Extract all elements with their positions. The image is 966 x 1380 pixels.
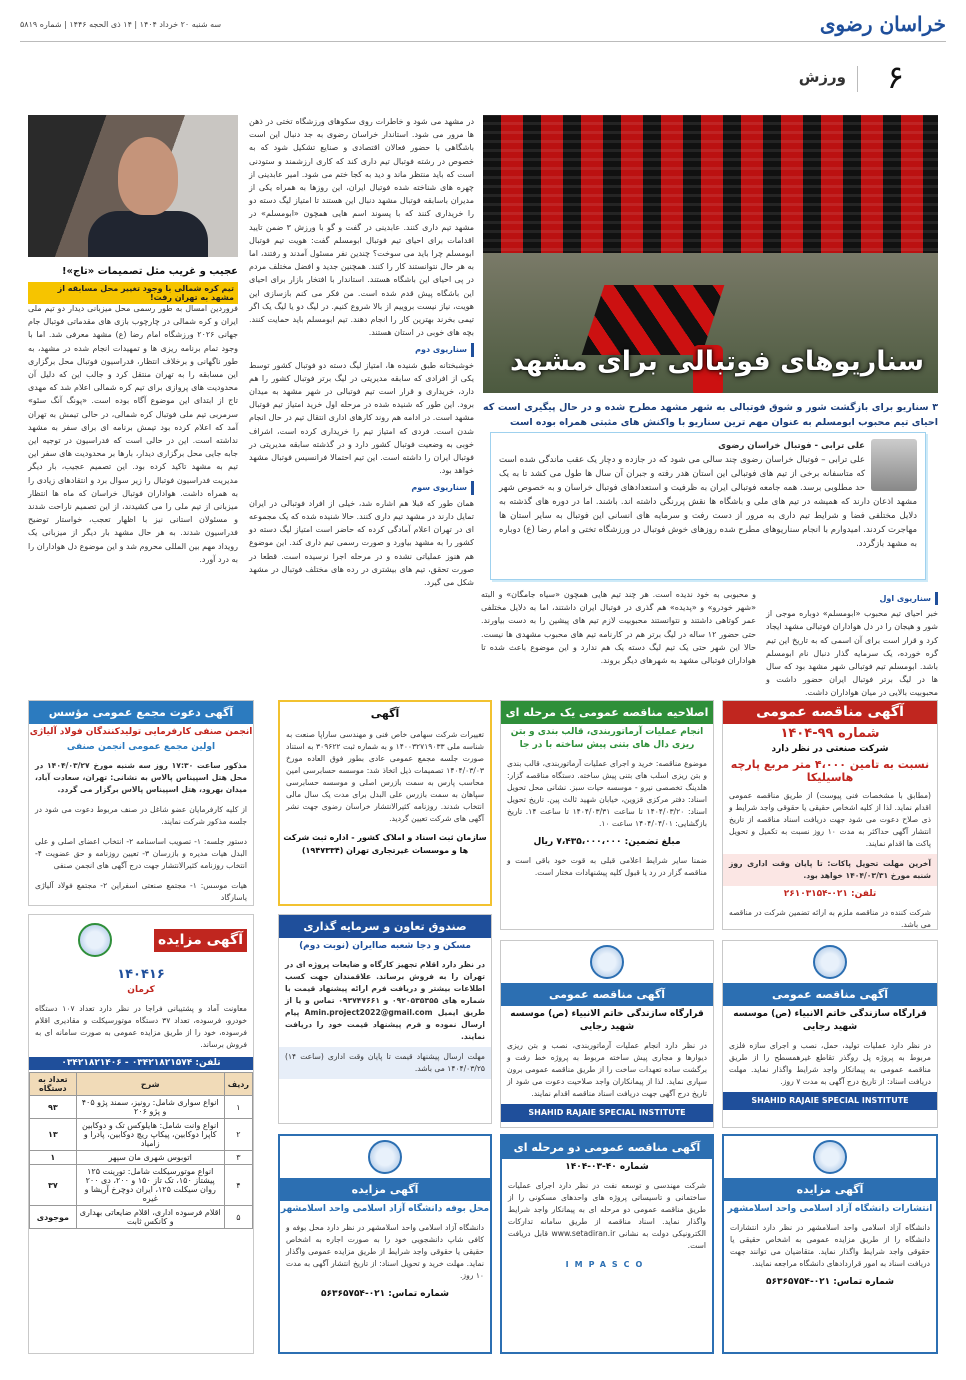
ad-auction-city: کرمان — [127, 985, 155, 995]
ad-assembly-subtitle: اولین مجمع عمومی انجمن صنفی — [66, 742, 216, 752]
auction-table-header — [30, 1073, 253, 1096]
table-cell: انواع سواری شامل: رونیز، سمند پژو ۴۰۵ و پژو ۲۰۶ — [76, 1096, 224, 1119]
ad-tender-1-number: شماره ۹۹-۱۴۰۴ — [780, 726, 880, 741]
auction-col-count: تعداد به دستگاه — [30, 1073, 77, 1096]
ad-auction-body: معاونت آماد و پشتیبانی فراجا در نظر دارد تعداد ۱۰۷ دستگاه خودرو، فرسوده، تعداد ۳۷ دستگاه موتورسیکلت و مقادیری اقلام فرسوده، خود را از طریق مزایده عمومی به صورت سامانه ای به فروش برساند. — [35, 1004, 247, 1049]
university-emblem-icon — [368, 1140, 402, 1174]
table-cell: ۳ — [224, 1151, 252, 1165]
ad-assembly-invite: از کلیه کارفرمایان عضو شاغل در صنف مربوط دعوت می شود در جلسه مذکور شرکت نمایند. — [35, 805, 247, 826]
table-cell: ۱ — [30, 1151, 77, 1165]
portrait-face — [118, 137, 178, 215]
ad-impasco-title: آگهی مناقصه عمومی دو مرحله ای — [502, 1136, 712, 1159]
ad-tender-3-body: در نظر دارد عملیات تولید، حمل، نصب و اجرای سازه فلزی مربوط به پروژه پل روگذر تقاطع غیرهمسطح را از طریق مناقصه عمومی به پیمانکار واجد شرایط واگذار نماید. مهلت دریافت اسناد: از تاریخ درج آگهی به مدت ۷ روز. — [729, 1041, 931, 1086]
ad-fund — [278, 914, 492, 1124]
table-cell: ۳۷ — [30, 1165, 77, 1206]
lead-paragraph: ۳ سناریو برای بازگشت شور و شوق فوتبالی به شهر مشهد مطرح شده و در حال پیگیری است که احیای تیم محبوب ابومسلم به عنوان مهم ترین سناریو با واکنش های مثبتی همراه بوده است — [483, 402, 938, 428]
ad-uni-1-subtitle: محل بوفه دانشگاه آزاد اسلامی واحد اسلامشهر — [280, 1204, 490, 1214]
stadium-stand — [483, 115, 938, 260]
page-number: ۶ — [886, 58, 904, 96]
ad-correction-subtitle: انجام عملیات آرماتوربندی، قالب بندی و بتن ریزی دال های بتنی پیش ساخته با در جا — [510, 727, 704, 750]
ad-assembly-agenda: دستور جلسه: ۱- تصویب اساسنامه ۲- انتخاب اعضای اصلی و علی البدل هیات مدیره و بازرسان ۳- تعیین روزنامه و حق عضویت ۴- انتخاب روزنامه کثیرالانتشار جهت درج آگهی های انجمن صنفی — [35, 837, 247, 870]
subhead-scenario-2: سناریوی دوم — [415, 343, 474, 356]
ad-tender-2-footer: SHAHID RAJAIE SPECIAL INSTITUTE — [501, 1104, 713, 1122]
ad-assembly-title: آگهی دعوت مجمع عمومی مؤسس — [29, 701, 253, 724]
side-photo — [28, 115, 238, 257]
table-cell: اتوبوس شهری مان سپهر — [76, 1151, 224, 1165]
ad-notice — [278, 700, 492, 906]
ad-auction-header — [29, 915, 253, 965]
ad-tender-1-phone: تلفن: ۰۲۱-۲۶۱۰۳۱۵۴ — [783, 889, 877, 899]
article-text-1b: خوشبختانه طبق شنیده ها، امتیاز لیگ دسته دو فوتبال کشور توسط یکی از افرادی که سابقه مدیریتی در لیگ برتر فوتبال کشور را هم دارد، خریداری و قرار است تیم فوتبالی در شهر مشهد به میدان برود. این طور که شنیده شده در مرحله اول خرید امتیاز تیم فوتبال مشهد است. در ادامه هم روند کارهای اداری انتقال تیم در حال انجام شدن است. فردی که امتیاز تیم را خریداری کرده است، اشراف خوبی به وضعیت فوتبال کشور دارد و در گذشته سابقه مدیریتی در فوتبال ایران را داشته است. این تیم احتمالا فرانسیس فوتبال مشهد خواهد بود. — [249, 360, 474, 476]
section-header — [746, 58, 946, 96]
ad-impasco — [500, 1134, 714, 1354]
ad-impasco-subtitle: شماره ۴۰-۰۳-۱۴۰۴ — [565, 1162, 649, 1172]
auction-table — [29, 1072, 253, 1229]
ad-auction-phone: تلفن: ۰۳۴۲۱۸۲۱۵۷۴ - ۰۳۴۲۱۸۲۱۴۰۶ — [29, 1057, 253, 1070]
masthead — [20, 12, 946, 42]
ad-notice-footer: سازمان ثبت اسناد و املاک کشور - اداره ثبت شرکت ها و موسسات غیرتجاری تهران (۱۹۴۷۳۳۴) — [283, 833, 487, 855]
ad-uni-1-title: آگهی مزایده — [280, 1178, 490, 1201]
ad-correction-note: ضمنا سایر شرایط اعلامی قبلی به قوت خود باقی است و مناقصه گزار در رد یا قبول کلیه پیشنهادات مختار است. — [507, 856, 707, 877]
ad-tender-1 — [722, 700, 938, 930]
police-emblem-icon — [78, 923, 112, 957]
section-divider — [857, 66, 858, 92]
ad-uni-1-body: دانشگاه آزاد اسلامی واحد اسلامشهر در نظر دارد محل بوفه و کافی شاپ دانشجویی خود را به صورت اجاره به اشخاص حقیقی یا حقوقی واجد شرایط از طریق مزایده عمومی واگذار نماید. مهلت خرید و تحویل اسناد: از تاریخ انتشار آگهی به مدت ۱۰ روز. — [286, 1223, 484, 1280]
auction-col-desc: شرح — [76, 1073, 224, 1096]
ad-uni-2-subtitle: انتشارات دانشگاه آزاد اسلامی واحد اسلامشهر — [727, 1204, 933, 1214]
article-col-1 — [249, 115, 474, 690]
ad-impasco-footer: IMPASCO — [502, 1256, 712, 1274]
ad-tender-1-company: شرکت صنعتی در نظر دارد — [771, 744, 889, 754]
ad-auction-number: ۱۴۰۴۱۶ — [117, 967, 165, 982]
article-text-2: و محبوبی به خود ندیده است. هر چند تیم هایی همچون «سیاه جامگان» و البته «شهر خودرو» و «پدیده» هم گذری در فوتبال ایران داشتند، اما به دلایل مختلفی عمر کوتاهی داشتند و نتوانستند محبوبیت لازم تیم های پیشین را به دست بیاورند. حتی حضور ۱۲ ساله در لیگ برتر هم در کارنامه تیم های محبوب مشهدی ها نیست. حالا این شهر حتی یک تیم لیگ دسته یک هم ندارد و این موضوع باعث شده تا هواداران فوتبالی مشهد به شهرهای دیگر بروند. — [481, 590, 756, 666]
article-text-1c: همان طور که قبلا هم اشاره شد، خیلی از افراد فوتبالی در ایران تمایل دارند در مشهد تیم داری کنند. حالا شنیده شده که یک مجموعه ای در تهران اعلام آمادگی کرده که حاضر است امتیاز لیگ دسته دو کشور را به مشهد بیاورد و صورت رسمی تیم داری کند. این موضوع هم هنوز عملیاتی نشده و در مرحله اجرا نرسیده است. قطعا در صورت تحقق، تیم های بیشتری در رده های مختلف فوتبال در مشهد شکل می گیرد. — [249, 498, 474, 587]
hero-photo — [483, 115, 938, 393]
ad-tender-2-title: آگهی مناقصه عمومی — [501, 983, 713, 1006]
ad-correction — [500, 700, 714, 930]
table-cell: موجودی — [30, 1206, 77, 1229]
ad-tender-1-title: آگهی مناقصه عمومی — [723, 701, 937, 724]
side-text: فروردین امسال به طور رسمی محل میزبانی دیدار دو تیم ملی ایران و کره شمالی در چارچوب بازی های مقدماتی فوتبال جام جهانی ۲۰۲۶ ورزشگاه امام رضا (ع) مشهد معرفی شد. اما با وجود تمام برنامه ریزی ها و تمهیدات انجام شده در مشهد، به طور ناگهانی و برخلاف انتظار، فدراسیون فوتبال محل برگزاری این مسابقه را به تهران منتقل کرد و جالب این که دلیل آن محدودیت های پروازی برای تیم کره شمالی اعلام شد که مهدی تاج از ابتدای این موضوع آگاه بوده است. «پونگ آنگ سئو» سرمربی تیم ملی فوتبال کره شمالی، در حالی تیمش به تهران آمد که اعلام کرده بود تیمش برنامه ای برای سفر به مشهد نداشته است. این در حالی است که فدراسیون در توجیه این جابه جایی محل برگزاری دیدار، بارها بر محدودیت های سفر این تیم به مشهد تاکید کرده بود. این تصمیم عجیب، بار دیگر مدیریت فدراسیون فوتبال را زیر سوال برد و انتقادهای زیادی را به همراه داشت. هواداران فوتبال خراسان که ماه ها انتظار میزبانی از تیم ملی را می کشیدند، از این تصمیم ناراحت شدند و مسئولان استانی نیز با اظهار تعجب، خواستار توضیح فدراسیون شدند. به هر حال مشهد بار دیگر از میزبانی یک رویداد مهم بین المللی محروم شد و این موضوع دل هواداران را به درد آورد. — [28, 304, 238, 564]
ad-tender-2-body: در نظر دارد انجام عملیات آرماتوربندی، نصب و بتن ریزی دیوارها و مجاری پیش ساخته مربوط به پروژه خط رفت و برگشت ساده تعهدات ساخت را از طریق مناقصه عمومی برون سپاری نماید. لذا از پیمانکاران واجد صلاحیت دعوت می شود از تاریخ درج آگهی جهت دریافت اسناد مناقصه اقدام نمایند. — [507, 1041, 707, 1098]
portrait-suit — [88, 211, 208, 257]
table-cell: اقلام فرسوده اداری، اقلام ضایعاتی بهداری و کانکس ثابت — [76, 1206, 224, 1229]
ad-tender-3-org: قرارگاه سازندگی خاتم الانبیاء (ص) موسسه شهید رجایی — [733, 1009, 927, 1032]
ad-notice-body: تغییرات شرکت سهامی خاص فنی و مهندسی ساراپا صنعت به شناسه ملی ۱۴۰۰۳۲۷۱۹۰۳۳ و به شماره ثبت ۳۰۹۶۲۲ به استناد صورت جلسه مجمع عمومی عادی بطور فوق العاده مورخ ۱۴۰۴/۰۳/۰۳ تصمیمات ذیل اتخاذ شد: موسسه حسابرسی امین محاسب پارس به سمت بازرس اصلی و موسسه حسابرسی سپاهان به سمت بازرس علی البدل برای مدت یک سال مالی انتخاب شدند. روزنامه کثیرالانتشار خراسان رضوی جهت نشر آگهی های شرکت تعیین گردید. — [286, 730, 485, 823]
ad-fund-subtitle: مسکن و دجا شعبه صاایران (نوبت دوم) — [299, 941, 471, 951]
ad-auction-title: آگهی مزایده — [154, 929, 247, 952]
opinion-text — [499, 439, 917, 551]
ad-fund-body: در نظر دارد اقلام تجهیز کارگاه و ضایعات پروژه ای در تهران را به فروش برساند. علاقمندان جهت کسب اطلاعات بیشتر و دریافت فرم ارائه پیشنهاد قیمت با شماره های ۰۹۲۰۵۳۵۳۵۵ و ۰۹۳۷۴۷۶۶۱ تماس و یا از طریق ایمیل Amin.project2022@gmail.com پیام ارسال نموده و فرم پیشنهاد قیمت خود را دریافت نمایند. — [285, 960, 485, 1041]
newspaper-logo: خراسان رضوی — [819, 12, 946, 36]
institute-emblem-icon-2 — [813, 945, 847, 979]
section-name: ورزش — [798, 68, 846, 86]
ad-uni-2-title: آگهی مزایده — [724, 1178, 936, 1201]
ad-tender-1-footer: شرکت کننده در مناقصه ملزم به ارائه تضمین شرکت در مناقصه می باشد. — [729, 908, 931, 929]
ad-fund-title: صندوق تعاون و سرمایه گذاری — [279, 915, 491, 938]
table-cell: ۲ — [224, 1119, 252, 1151]
ad-assembly-body: مذکور ساعت ۱۷:۳۰ روز سه شنبه مورخ ۱۴۰۴/۰۳/۲۷ در محل هتل اسپیناس پالاس به نشانی: تهران، سعادت آباد، میدان بهرود، هتل اسپیناس پالاس برگزار می گردد. — [35, 761, 247, 794]
auction-col-row: ردیف — [224, 1073, 252, 1096]
ad-uni-2-phone: شماره تماس: ۰۲۱-۵۶۳۶۵۷۵۴ — [765, 1277, 895, 1287]
ad-impasco-body: شرکت مهندسی و توسعه نفت در نظر دارد اجرای عملیات ساختمانی و تاسیساتی پروژه های واحدهای مسکونی را از طریق مناقصه عمومی دو مرحله ای به پیمانکار واجد شرایط واگذار نماید. اسناد مناقصه از طریق سامانه تدارکات الکترونیکی دولت به نشانی www.setadiran.ir قابل دریافت است. — [508, 1181, 707, 1250]
article-col-2 — [481, 588, 756, 688]
ad-uni-1 — [278, 1134, 492, 1354]
article-text-1: در مشهد می شود و خاطرات روی سکوهای ورزشگاه تختی در ذهن ها مرور می شود. استاندار خراسان رضوی به جد دنبال این است باشگاهی با حضور فعالان اقتصادی و صنایع تشکیل شود که به خصوص در رشته فوتبال تیم داری کند که کاری ارزشمند و ستودنی است که باید منتظر ماند و دید به کجا ختم می شود. امیر عابدینی از چهره های شناخته شده فوتبال ایران، این روزها به همراه یکی از مدیران باسابقه فوتبال مشهد دنبال این هستند تا امتیاز لیگ دسته دو را خریداری کنند که با پسوند اسم هایی همچون «ابومسلم» در مشهد تیم داری کنند. عابدینی در گفت و گو با ورزش ۳ ضمن تایید اقدامات برای احیای تیم فوتبال ابومسلم گفت: هویت تیم فوتبال ابومسلم چرا باید می سوخت؟ چندین نفر مسئول آمدند و رفتند، اما به هر حال نتوانستند کار را کنند. همچنین جدید و افضل مختلف مردم در پی احیای این باشگاه هستند. استاندار با افتخار بازار برای احیای این باشگاه پیش قدم شده است. من فکر می کنم بازسازی این هویت، نیاز نیست بروییم از بالا شروع کنیم. در لیگ دو یا لیگ یک اگر تیمی بخرند بهترین کار را انجام دهند. تیم ابومسلم باید حمایت کنند. بچه های خوبی در استان هستند. — [249, 117, 474, 338]
university-emblem-icon-2 — [813, 1140, 847, 1174]
ad-assembly-board: هیات موسس: ۱- مجتمع صنعتی اسفراین ۲- مجتمع فولاد آلیاژی یاسارگاد — [35, 881, 247, 902]
subhead-scenario-3: سناریوی سوم — [411, 481, 474, 494]
ad-tender-1-deadline: آخرین مهلت تحویل پاکات: تا پایان وقت اداری روز شنبه مورخ ۱۴۰۴/۰۳/۳۱ خواهد بود. — [723, 854, 937, 886]
table-row — [30, 1151, 253, 1165]
ad-tender-3 — [722, 940, 938, 1128]
ad-uni-1-phone: شماره تماس: ۰۲۱-۵۶۳۶۵۷۵۴ — [320, 1289, 450, 1299]
ad-correction-body: موضوع مناقصه: خرید و اجرای عملیات آرماتوربندی، قالب بندی و بتن ریزی اسلب های بتنی پیش ساخته. دستگاه مناقصه گزار: هلدینگ تخصصی نیرو - موسسه حیات سبز. نشانی محل تحویل اسناد: دفتر مرکزی قزوین، خیابان شهید ثالث پین. تاریخ تحویل اسناد: ۱۴۰۴/۰۳/۲۰ تا ساعت ۱۴۰۴/۰۳/۳۱ تا ساعت ۱۴. تاریخ بازگشایی: ۱۴۰۴/۰۴/۰۱ ساعت ۱۰. — [507, 759, 707, 828]
ad-tender-1-subject: نسبت به تامین ۴،۰۰۰ متر مربع پارچه هاسیلیکا — [730, 758, 930, 784]
ad-uni-2-body: دانشگاه آزاد اسلامی واحد اسلامشهر در نظر دارد انتشارات دانشگاه را از طریق مزایده عمومی به اشخاص حقیقی یا حقوقی واجد شرایط واگذار نماید. متقاضیان می توانند جهت دریافت اسناد به امور قراردادهای دانشگاه مراجعه نمایند. — [730, 1223, 930, 1268]
ad-correction-amount: مبلغ تضمین: ۷،۴۳۵،۰۰۰،۰۰۰ ریال — [533, 837, 681, 847]
article-col-3 — [766, 588, 938, 698]
side-kicker: تیم کره شمالی با وجود تغییر محل مسابقه از مشهد به تهران رفت! — [28, 282, 238, 304]
ad-tender-3-footer: SHAHID RAJAIE SPECIAL INSTITUTE — [723, 1092, 937, 1110]
ad-assembly — [28, 700, 254, 906]
main-headline: سناریوهای فوتبالی برای مشهد — [509, 346, 924, 377]
ad-notice-title: آگهی — [370, 707, 400, 720]
opinion-author: علی ترابی - فوتبال خراسان رضوی — [718, 441, 865, 451]
institute-emblem-icon — [590, 945, 624, 979]
table-cell: انواع موتورسیکلت شامل: تورینت ۱۲۵ پیشتاز ۱۵۰، تک تاز ۱۵۰ و ۲۰۰، دی ۲۰۰ روان سیکلت ۱۲۵، ایران دوچرخ آریشا و غیره — [76, 1165, 224, 1206]
ad-assembly-org: انجمن صنفی کارفرمایی تولیدکنندگان فولاد آلیاژی — [29, 727, 253, 737]
table-row — [30, 1096, 253, 1119]
ad-tender-2-org: قرارگاه سازندگی خاتم الانبیاء (ص) موسسه شهید رجایی — [510, 1009, 704, 1032]
ad-fund-deadline: مهلت ارسال پیشنهاد قیمت تا پایان وقت اداری (ساعت ۱۴) ۱۴۰۴/۰۳/۲۵ می باشد. — [279, 1047, 491, 1079]
table-cell: ۱۳ — [30, 1119, 77, 1151]
ad-correction-title: اصلاحیه مناقصه عمومی یک مرحله ای — [501, 701, 713, 724]
ad-uni-2 — [722, 1134, 938, 1354]
dateline: سه شنبه ۲۰ خرداد ۱۴۰۴ | ۱۴ ذی الحجه ۱۴۴۶ | شماره ۵۸۱۹ — [20, 20, 222, 29]
table-cell: ۱ — [224, 1096, 252, 1119]
subhead-scenario-1: سناریوی اول — [879, 592, 938, 605]
table-row — [30, 1119, 253, 1151]
opinion-box — [490, 432, 926, 580]
ad-tender-1-body: (مطابق با مشخصات فنی پیوست) از طریق مناقصه عمومی اقدام نماید. لذا از کلیه اشخاص حقیقی یا حقوقی واجد شرایط و ذی صلاح دعوت می شود جهت دریافت اسناد مناقصه از تاریخ انتشار آگهی حداکثر به مدت ۱۰ روز نسبت به تکمیل و تحویل پاکت ها اقدام نمایند. — [729, 791, 931, 848]
side-headline: عجیب و غریب مثل تصمیمات «تاج»! — [61, 266, 238, 277]
table-row — [30, 1206, 253, 1229]
table-cell: ۹۳ — [30, 1096, 77, 1119]
table-row — [30, 1165, 253, 1206]
table-cell: ۵ — [224, 1206, 252, 1229]
op-photo — [871, 439, 917, 491]
table-cell: ۴ — [224, 1165, 252, 1206]
table-cell: انواع وانت شامل: هایلوکس تک و دوکابین کاپرا دوکابین، پیکاپ ریچ دوکابین، پادرا و زامیاد — [76, 1119, 224, 1151]
ad-auction — [28, 914, 254, 1354]
opinion-body: علی ترابی – فوتبال خراسان رضوی چند سالی می شود که در جازده و دچار یک عقب ماندگی شده است که متاسفانه برخی از تیم های فوتبالی این استان هدر رفته و جبران آن سال ها طول می کشد تا به یک حد مطلوبی برسد. همه جامعه فوتبالی ایران به ظرفیت و استعدادهای فوتبال خراسان و به خصوص شهر مشهد اذعان دارند که همیشه در تیم های ملی و باشگاه ها نقش پررنگی داشته اند. باشند. اما در دوره های گذشته به دلایل مختلفی فضا و شرایط تیم داری به مرور از دست رفت و سرمایه های انسانی این فوتبال به سایر استان ها مهاجرت کردند. امیدوارم با انجام سناریوهای مطرح شده روزهای خوش فوتبال در ورزشگاه تختی و امام رضا (ع) دوباره به مشهد بازگردد. — [499, 455, 917, 549]
ad-tender-2 — [500, 940, 714, 1128]
article-text-3: خبر احیای تیم محبوب «ابومسلم» دوباره موجی از شور و هیجان را در دل هواداران فوتبالی مشهد ایجاد کرد و قرار است برای آن اسمی که به تاریخ این تیم گره خورده، یک سرمایه گذار دنبال نام ابومسلم باشد. ابومسلم تیم فوتبالی شهر مشهد بود که سال ها در لیگ برتر فوتبال ایران حضور داشت و محبوبیت بالایی در میان هواداران داشت. — [766, 609, 938, 698]
ad-tender-3-title: آگهی مناقصه عمومی — [723, 983, 937, 1006]
